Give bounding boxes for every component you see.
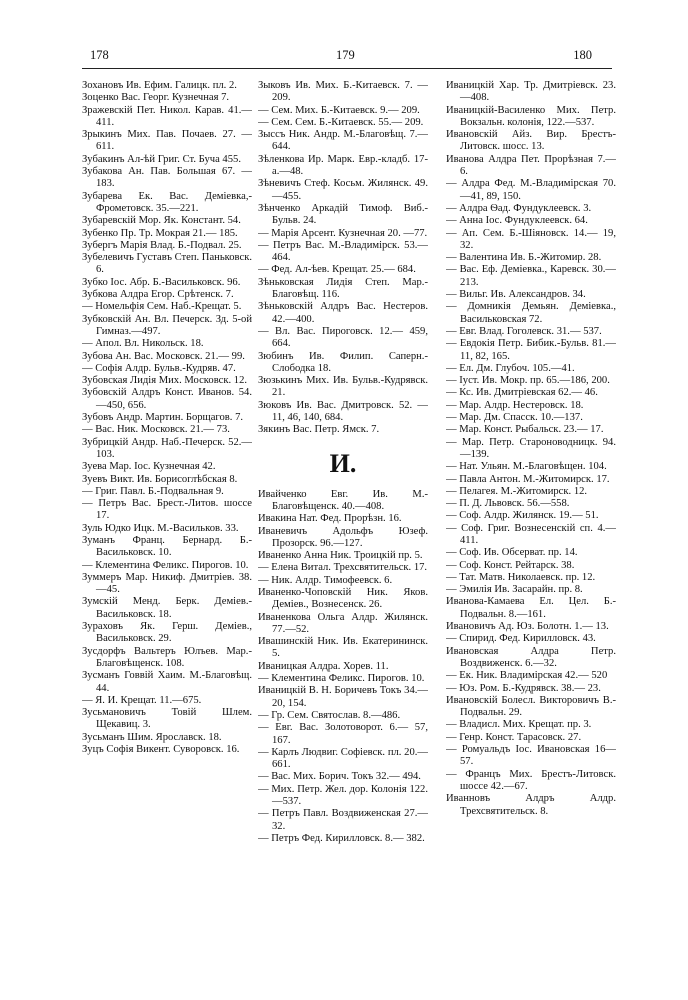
directory-entry: — Ел. Дм. Глубоч. 105.—41. — [446, 362, 575, 374]
directory-entry: Зуль Юдко Ицк. М.-Васильков. 33. — [82, 522, 239, 534]
directory-entry: Иваницкая Алдра. Хорев. 11. — [258, 660, 389, 672]
directory-entry: Зусдорфъ Вальтеръ Юлъев. Мар.-Благовѣщенск. 108. — [82, 645, 252, 669]
directory-entry: — Петръ Вас. М.-Владимірск. 53.—464. — [258, 239, 428, 264]
directory-entry: Зюзькинъ Мих. Ив. Бульв.-Кудрявск. 21. — [258, 375, 428, 399]
column-2-top-list — [258, 80, 428, 437]
page-header — [90, 48, 592, 66]
directory-entry: — Мих. Петр. Жел. дор. Колонія 122.—537. — [258, 783, 428, 808]
directory-entry: Иваненкова Ольга Алдр. Жилянск. 77.—52. — [258, 611, 428, 635]
directory-entry: — П. Д. Львовск. 56.—558. — [446, 498, 570, 510]
directory-entry: — Павла Антон. М.-Житомирск. 17. — [446, 473, 610, 485]
directory-entry: — Петръ Павл. Воздвиженская 27.—32. — [258, 808, 428, 832]
directory-entry: — Мар. Алдр. Нестеровск. 18. — [446, 399, 584, 411]
directory-entry: — Евг. Влад. Гоголевск. 31.— 537. — [446, 325, 602, 337]
directory-entry: — Клементина Феликс. Пирогов. 10. — [82, 559, 249, 571]
directory-entry: — Тат. Матв. Николаевск. пр. 12. — [446, 571, 596, 583]
directory-entry: Зубовскій Алдръ Конст. Иванов. 54.—450, 656. — [82, 387, 252, 411]
directory-entry: Зуцъ Софія Викент. Суворовск. 16. — [82, 744, 240, 756]
directory-entry: Зубелевичъ Густавъ Степ. Паньковск. 6. — [82, 252, 252, 276]
directory-entry: Зубовская Лидія Мих. Московск. 12. — [82, 375, 248, 387]
directory-entry: Зюковъ Ив. Вас. Дмитровск. 52. —11, 46, 140, 684. — [258, 399, 428, 424]
directory-entry: Зыковъ Ив. Мих. Б.-Китаевск. 7. —209. — [258, 80, 428, 104]
directory-entry: — Юз. Ром. Б.-Кудрявск. 38.— 23. — [446, 682, 601, 694]
directory-entry: — Елена Витал. Трехсвятительск. 17. — [258, 562, 428, 574]
directory-entry: Зураховъ Як. Герш. Деміев., Васильковск. 29. — [82, 621, 252, 645]
directory-entry: Зусманъ Говвій Хаим. М.-Благовѣщ. 44. — [82, 670, 252, 694]
directory-entry: Зубковскій Ан. Вл. Печерск. Зд. 5-ой Гимназ.—497. — [82, 313, 252, 337]
directory-entry: — Мар. Конст. Рыбальск. 23.— 17. — [446, 424, 604, 436]
directory-entry: — Гр. Сем. Святослав. 8.—486. — [258, 709, 401, 721]
directory-entry: Иваненко Анна Ник. Троицкій пр. 5. — [258, 550, 423, 562]
directory-entry: Зубенко Пр. Тр. Мокрая 21.— 185. — [82, 227, 238, 239]
directory-entry: Зѣньковскій Алдръ Вас. Нестеров. 42.—400. — [258, 301, 428, 325]
directory-entry: — Апол. Вл. Никольск. 18. — [82, 338, 204, 350]
directory-entry: Зуммеръ Мар. Никиф. Дмитріев. 38.—45. — [82, 571, 252, 596]
directory-entry: — Генр. Конст. Тарасовск. 27. — [446, 731, 582, 743]
directory-entry: — Софія Алдр. Бульв.-Кудряв. 47. — [82, 362, 236, 374]
directory-entry: Ивановскій Болесл. Викторовичъ В.-Подвальн. 29. — [446, 694, 616, 719]
directory-entry: Иванновъ Алдръ Алдр. Трехсвятительск. 8. — [446, 793, 616, 817]
directory-entry: Зубовъ Андр. Мартин. Борщагов. 7. — [82, 412, 244, 424]
directory-entry: — Домникія Демьян. Деміевка., Васильковская 72. — [446, 301, 616, 325]
directory-entry: — Вас. Еф. Деміевка., Каревск. 30.—213. — [446, 264, 616, 288]
page-number-left: 178 — [90, 48, 109, 62]
directory-entry: Зубергъ Марія Влад. Б.-Подвал. 25. — [82, 239, 242, 251]
directory-entry: — Ек. Ник. Владимірская 42.— 520 — [446, 670, 608, 682]
directory-entry: Зубко Іос. Абр. Б.-Васильковск. 96. — [82, 276, 241, 288]
directory-entry: — Вильг. Ив. Александров. 34. — [446, 289, 586, 301]
directory-entry: — Вл. Вас. Пироговск. 12.— 459, 664. — [258, 325, 428, 350]
directory-entry: — Анна Іос. Фундуклеевск. 64. — [446, 215, 588, 227]
directory-entry: — Алдра Фед. М.-Владимірская 70.—41, 89, 150. — [446, 178, 616, 202]
directory-entry: Зуевъ Викт. Ив. Борисоглѣбская 8. — [82, 473, 238, 485]
directory-entry: Зумскій Менд. Берк. Деміев.-Васильковск. 18. — [82, 596, 252, 620]
directory-entry: Зѣньковская Лидія Степ. Мар.-Благовѣщ. 116. — [258, 276, 428, 301]
directory-entry: — Григ. Павл. Б.-Подвальная 9. — [82, 485, 224, 497]
directory-entry: — Соф. Алдр. Жилянск. 19.— 51. — [446, 510, 599, 522]
directory-entry: Зоценко Вас. Георг. Кузнечная 7. — [82, 92, 230, 104]
directory-entry: Иванова Алдра Пет. Прорѣзная 7.—6. — [446, 153, 616, 178]
directory-entry: Зѣневичъ Стеф. Косьм. Жилянск. 49.—455. — [258, 178, 428, 202]
directory-entry: Зрыкинъ Мих. Пав. Почаев. 27. —611. — [82, 129, 252, 153]
column-1 — [82, 80, 252, 976]
directory-entry: Зуманъ Франц. Бернард. Б.-Васильковск. 10. — [82, 534, 252, 559]
directory-entry: — Петръ Фед. Кирилловск. 8.— 382. — [258, 832, 425, 844]
directory-entry: Ивакина Нат. Фед. Прорѣзн. 16. — [258, 513, 402, 525]
directory-entry: — Фед. Ал-ѣев. Крещат. 25.— 684. — [258, 264, 416, 276]
directory-entry: Зубакова Ан. Пав. Большая 67. —183. — [82, 166, 252, 190]
directory-entry: — Сем. Сем. Б.-Китаевск. 55.— 209. — [258, 116, 424, 128]
directory-entry: Ивановичъ Ад. Юз. Болотн. 1.— 13. — [446, 621, 609, 633]
directory-entry: Иваненко-Чоповскій Ник. Яков. Деміев., Вознесенск. 26. — [258, 586, 428, 611]
directory-entry: Иваницкій Хар. Тр. Дмитріевск. 23.—408. — [446, 80, 616, 104]
directory-entry: — Ромуальдъ Іос. Ивановская 16—57. — [446, 744, 616, 768]
directory-entry: Зубова Ан. Вас. Московск. 21.— 99. — [82, 350, 245, 362]
directory-entry: Зубаревскій Мор. Як. Констант. 54. — [82, 215, 241, 227]
directory-entry: — Кс. Ив. Дмитріевская 62.— 46. — [446, 387, 598, 399]
directory-entry: — Іуст. Ив. Мокр. пр. 65.—186, 200. — [446, 375, 610, 387]
directory-entry: — Мар. Дм. Спасск. 10.—137. — [446, 412, 583, 424]
directory-entry: — Клементина Феликс. Пирогов. 10. — [258, 673, 425, 685]
directory-entry: — Марія Арсент. Кузнечная 20. —77. — [258, 227, 428, 239]
directory-entry: — Карлъ Людвиг. Софіевск. пл. 20.—661. — [258, 746, 428, 771]
directory-entry: — Вас. Ник. Московск. 21.— 73. — [82, 424, 230, 436]
directory-entry: — Номельфія Сем. Наб.-Крещат. 5. — [82, 301, 242, 313]
directory-entry: Ивашинскій Ник. Ив. Екатерининск. 5. — [258, 636, 428, 660]
directory-entry: — Евдокія Петр. Бибик.-Бульв. 81.—11, 82, 165. — [446, 338, 616, 362]
directory-entry: — Я. И. Крещат. 11.—675. — [82, 694, 202, 706]
column-2-bottom-list — [258, 489, 428, 846]
directory-entry: — Петръ Вас. Брест.-Литов. шоссе 17. — [82, 498, 252, 522]
directory-entry: Иваницкій В. Н. Боричевъ Токъ 34.—20, 154. — [258, 685, 428, 709]
directory-entry: Ивановская Алдра Петр. Воздвиженск. 6.—32. — [446, 645, 616, 669]
directory-entry: Иваницкій-Василенко Мих. Петр. Вокзальн. колонія, 122.—537. — [446, 104, 616, 128]
directory-entry: Ивайченко Евг. Ив. М.-Благовѣщенск. 40.—408. — [258, 488, 428, 512]
directory-entry: — Ник. Алдр. Тимофеевск. 6. — [258, 574, 393, 586]
directory-entry: — Спирид. Фед. Кирилловск. 43. — [446, 633, 596, 645]
directory-entry: Зражевскій Пет. Никол. Карав. 41.—411. — [82, 104, 252, 128]
directory-entry: Зубкова Алдра Егор. Срѣтенск. 7. — [82, 289, 234, 301]
page-number-center: 179 — [336, 48, 355, 62]
directory-entry: Зубакинъ Ал-ѣй Григ. Ст. Буча 455. — [82, 153, 241, 165]
directory-entry: Зѣнченко Аркадій Тимоф. Виб.-Бульв. 24. — [258, 202, 428, 227]
directory-entry: Зѣленкова Ир. Марк. Евр.-кладб. 17-а.—48. — [258, 153, 428, 178]
directory-entry: — Валентина Ив. Б.-Житомир. 28. — [446, 252, 602, 264]
directory-entry: — Мар. Петр. Староноводницк. 94.—139. — [446, 436, 616, 460]
directory-entry: Зохановъ Ив. Ефим. Галицк. пл. 2. — [82, 80, 237, 91]
directory-entry: — Пелагея. М.-Житомирск. 12. — [446, 485, 588, 497]
directory-entry: — Соф. Григ. Вознесенскій сп. 4.—411. — [446, 522, 616, 546]
page-number-right: 180 — [573, 48, 592, 62]
directory-entry: — Сем. Мих. Б.-Китаевск. 9.— 209. — [258, 104, 420, 116]
directory-entry: Зусьманъ Шим. Ярославск. 18. — [82, 731, 222, 743]
column-2 — [258, 80, 428, 976]
directory-entry: Ивановскій Айз. Вир. Брестъ-Литовск. шосс. 13. — [446, 129, 616, 153]
directory-entry: Зюбинъ Ив. Филип. Саперн.-Слободка 18. — [258, 350, 428, 374]
directory-entry: Зякинъ Вас. Петр. Ямск. 7. — [258, 424, 380, 436]
column-3 — [446, 80, 616, 976]
directory-entry: — Вас. Мих. Борич. Токъ 32.— 494. — [258, 771, 421, 783]
directory-entry: — Эмилія Ив. Засарайн. пр. 8. — [446, 584, 583, 596]
directory-entry: — Нат. Ульян. М.-Благовѣщен. 104. — [446, 461, 607, 473]
directory-entry: — Соф. Конст. Рейтарск. 38. — [446, 559, 575, 571]
directory-entry: Зуева Мар. Іос. Кузнечная 42. — [82, 461, 216, 473]
directory-entry: — Алдра Ѳад. Фундуклеевск. 3. — [446, 202, 592, 214]
directory-entry: — Францъ Мих. Брестъ-Литовск. шоссе 42.—67. — [446, 768, 616, 792]
header-rule — [82, 68, 612, 69]
directory-entry: — Владисл. Мих. Крещат. пр. 3. — [446, 719, 592, 731]
directory-entry: Зыссъ Ник. Андр. М.-Благовѣщ. 7.—644. — [258, 129, 428, 153]
directory-entry: Зусьмановичъ Товій Шлем. Щекавиц. 3. — [82, 707, 252, 731]
directory-entry: — Соф. Ив. Обсерват. пр. 14. — [446, 547, 578, 559]
directory-entry: — Ап. Сем. Б.-Шіяновск. 14.— 19, 32. — [446, 227, 616, 251]
section-heading-i: И. — [329, 448, 357, 478]
directory-entry: Иваневичъ Адольфъ Юзеф. Прозорск. 96.—127. — [258, 525, 428, 549]
directory-entry: Зубарева Ек. Вас. Деміевка,-Фрометовск. 35.—221. — [82, 190, 252, 214]
directory-entry: Иванова-Камаева Ел. Цел. Б.-Подвальн. 8.—161. — [446, 596, 616, 620]
directory-entry: Зубрицкій Андр. Наб.-Печерск. 52.—103. — [82, 436, 252, 460]
directory-entry: — Евг. Вас. Золотоворот. 6.— 57, 167. — [258, 722, 428, 746]
